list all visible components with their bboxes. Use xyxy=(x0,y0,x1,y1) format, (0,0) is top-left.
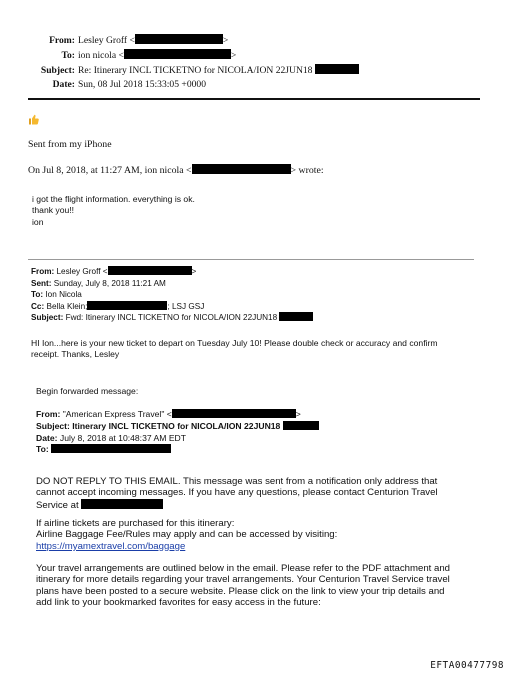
begin-forwarded: Begin forwarded message: xyxy=(36,386,139,396)
amex-date-value: July 8, 2018 at 10:48:37 AM EDT xyxy=(59,432,187,443)
fwd-subject-label: Subject: xyxy=(31,313,64,323)
thumbs-up-icon xyxy=(28,113,40,126)
redaction xyxy=(51,444,171,453)
sent-from: Sent from my iPhone xyxy=(28,139,112,150)
angle-close: > xyxy=(191,267,197,276)
top-header xyxy=(0,34,359,91)
fwd-cc xyxy=(31,301,313,313)
forward-divider xyxy=(28,259,474,260)
date-value: Sun, 08 Jul 2018 15:33:05 +0000 xyxy=(78,79,207,90)
amex-subject xyxy=(36,421,319,433)
fwd-from xyxy=(31,266,313,278)
arrangements-line: plans have been posted to a secure website. Please click on the link to view your trip details and xyxy=(36,585,445,597)
angle-close: > xyxy=(295,409,301,419)
baggage-section xyxy=(36,518,337,552)
arrangements-line: Your travel arrangements are outlined below in the email. Please refer to the PDF attachment and xyxy=(36,563,451,574)
amex-from-label: From: xyxy=(36,409,61,419)
notice-line-text: Service at xyxy=(36,499,79,511)
redaction xyxy=(135,34,223,44)
amex-to xyxy=(36,444,319,456)
header-subject xyxy=(0,64,359,77)
arrangements-line: itinerary for more details regarding your travel arrangements. Your Centurion Travel Service travel xyxy=(36,574,450,586)
angle-close: > xyxy=(230,50,237,61)
fwd-sent-value: Sunday, July 8, 2018 11:21 AM xyxy=(53,278,166,288)
redaction xyxy=(124,49,231,59)
notice-line: cannot accept incoming messages. If you have any questions, please contact Centurion Travel xyxy=(36,487,438,499)
fwd-from-label: From: xyxy=(31,267,55,276)
fwd-from-value: Lesley Groff < xyxy=(56,267,108,276)
forwarded-header xyxy=(36,409,319,456)
amex-from xyxy=(36,409,319,421)
amex-date-label: Date: xyxy=(36,432,58,443)
notice-line: DO NOT REPLY TO THIS EMAIL. This message was sent from a notification only address that xyxy=(36,476,438,487)
redaction xyxy=(192,164,291,174)
redaction xyxy=(108,266,192,275)
baggage-line: Airline Baggage Fee/Rules may apply and can be accessed by visiting: xyxy=(36,529,338,541)
subject-label: Subject: xyxy=(40,65,75,76)
lesley-note xyxy=(31,338,438,361)
do-not-reply-notice xyxy=(36,476,438,511)
bates-number: EFTA00477798 xyxy=(430,660,504,671)
baggage-link[interactable]: https://myamextravel.com/baggage xyxy=(36,540,186,552)
from-label: From: xyxy=(49,35,75,46)
subject-value: Re: Itinerary INCL TICKETNO for NICOLA/ION 22JUN18 xyxy=(78,65,313,76)
date-label: Date: xyxy=(52,79,75,90)
redaction xyxy=(172,409,296,418)
fwd-sent xyxy=(31,278,313,290)
to-label: To: xyxy=(61,50,75,61)
header-date xyxy=(0,79,359,91)
reply-line: i got the flight information. everything is ok. xyxy=(32,194,195,204)
amex-from-value: "American Express Travel" < xyxy=(62,409,172,419)
amex-date xyxy=(36,433,319,445)
redaction xyxy=(283,421,319,430)
amex-subject-value: Itinerary INCL TICKETNO for NICOLA/ION 22JUN18 xyxy=(72,420,281,431)
amex-subject-label: Subject: xyxy=(36,420,70,431)
header-divider xyxy=(28,98,480,100)
fwd-subject-value: Fwd: Itinerary INCL TICKETNO for NICOLA/ION 22JUN18 xyxy=(65,313,278,323)
baggage-line: If airline tickets are purchased for this itinerary: xyxy=(36,518,235,529)
fwd-sent-label: Sent: xyxy=(31,278,52,288)
redaction xyxy=(87,301,167,310)
redaction xyxy=(81,499,163,509)
header-to xyxy=(0,49,359,62)
fwd-header xyxy=(31,266,313,324)
reply-line: thank you!! xyxy=(32,205,75,216)
note-line: receipt. Thanks, Lesley xyxy=(31,349,120,360)
quote-intro: On Jul 8, 2018, at 11:27 AM, ion nicola < xyxy=(28,165,192,176)
to-value: ion nicola < xyxy=(78,50,124,61)
from-value: Lesley Groff < xyxy=(78,35,135,46)
redaction xyxy=(315,64,359,74)
quote-intro-line xyxy=(28,164,324,176)
fwd-to-value: Ion Nicola xyxy=(45,290,82,300)
fwd-cc-value: Bella Klein; xyxy=(46,301,88,311)
note-line: HI Ion...here is your new ticket to depart on Tuesday July 10! Please double check or accuracy and confirm xyxy=(31,338,438,348)
redaction xyxy=(279,312,313,321)
notice-line xyxy=(36,499,438,511)
arrangements-line: add link to your bookmarked favorites for easy access in the future: xyxy=(36,597,321,609)
quote-wrote: > wrote: xyxy=(290,165,324,176)
reply-body xyxy=(32,194,195,228)
header-from xyxy=(0,34,359,47)
fwd-to-label: To: xyxy=(31,290,44,300)
fwd-cc-label: Cc: xyxy=(31,301,45,311)
amex-to-label: To: xyxy=(36,444,49,455)
reply-line: ion xyxy=(32,216,44,227)
fwd-to xyxy=(31,289,313,301)
fwd-cc-tail: ; LSJ GSJ xyxy=(167,301,205,311)
arrangements-section xyxy=(36,563,450,609)
angle-close: > xyxy=(222,35,229,46)
fwd-subject xyxy=(31,312,313,324)
